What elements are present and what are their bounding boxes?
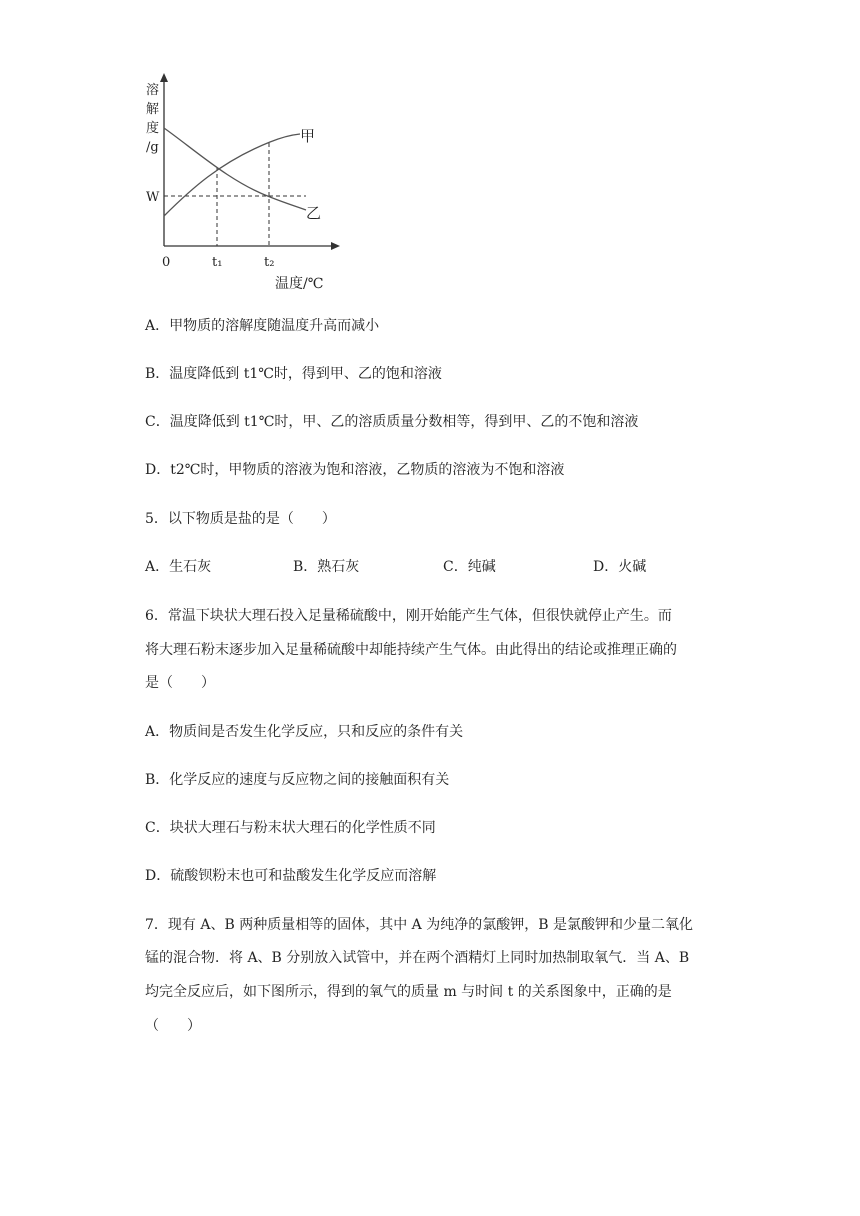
q6-option-d: D．硫酸钡粉末也可和盐酸发生化学反应而溶解	[145, 868, 437, 884]
series-jia-label: 甲	[300, 127, 316, 145]
series-jia-curve	[164, 134, 300, 216]
y-axis-arrow	[160, 73, 168, 82]
origin-label: 0	[162, 255, 171, 270]
q6-option-a: A．物质间是否发生化学反应，只和反应的条件有关	[145, 724, 464, 740]
q6-stem-line-3: 是（ ）	[145, 675, 215, 691]
x-axis-arrow	[331, 242, 340, 250]
q6-option-c: C．块状大理石与粉末状大理石的化学性质不同	[145, 820, 436, 836]
q6-stem-line-2: 将大理石粉末逐步加入足量稀硫酸中却能持续产生气体。由此得出的结论或推理正确的	[145, 642, 677, 658]
y-tick-w: W	[146, 190, 160, 205]
q7-stem-line-1: 7．现有 A、B 两种质量相等的固体，其中 A 为纯净的氯酸钾，B 是氯酸钾和少量二氧化	[145, 917, 693, 933]
q5-option-c: C．纯碱	[443, 559, 496, 575]
q7-stem-line-4: （ ）	[145, 1018, 201, 1034]
q5-option-d: D．火碱	[593, 559, 647, 575]
series-yi-curve	[164, 128, 306, 210]
q4-option-d: D．t2℃时，甲物质的溶液为饱和溶液，乙物质的溶液为不饱和溶液	[145, 462, 565, 478]
q7-stem-line-2: 锰的混合物．将 A、B 分别放入试管中，并在两个酒精灯上同时加热制取氧气．当 A、B	[145, 950, 690, 966]
q4-option-a: A．甲物质的溶解度随温度升高而减小	[145, 318, 380, 334]
x-axis-label: 温度/℃	[275, 276, 324, 292]
x-tick-t1: t₁	[212, 255, 223, 270]
q6-option-b: B．化学反应的速度与反应物之间的接触面积有关	[145, 772, 450, 788]
q4-option-b: B．温度降低到 t1℃时，得到甲、乙的饱和溶液	[145, 366, 442, 382]
q5-option-a: A．生石灰	[145, 559, 212, 575]
chart-svg	[140, 70, 340, 300]
y-axis-label: 溶解度/g	[146, 83, 160, 155]
solubility-chart	[140, 70, 340, 300]
x-tick-t2: t₂	[264, 255, 275, 270]
q7-stem-line-3: 均完全反应后，如下图所示，得到的氧气的质量 m 与时间 t 的关系图象中，正确的是	[145, 984, 672, 1000]
q6-stem-line-1: 6．常温下块状大理石投入足量稀硫酸中，刚开始能产生气体，但很快就停止产生。而	[145, 608, 672, 624]
series-yi-label: 乙	[306, 204, 322, 222]
q5-stem: 5．以下物质是盐的是（ ）	[145, 511, 336, 527]
q5-option-b: B．熟石灰	[293, 559, 360, 575]
q4-option-c: C．温度降低到 t1℃时，甲、乙的溶质质量分数相等，得到甲、乙的不饱和溶液	[145, 414, 639, 430]
